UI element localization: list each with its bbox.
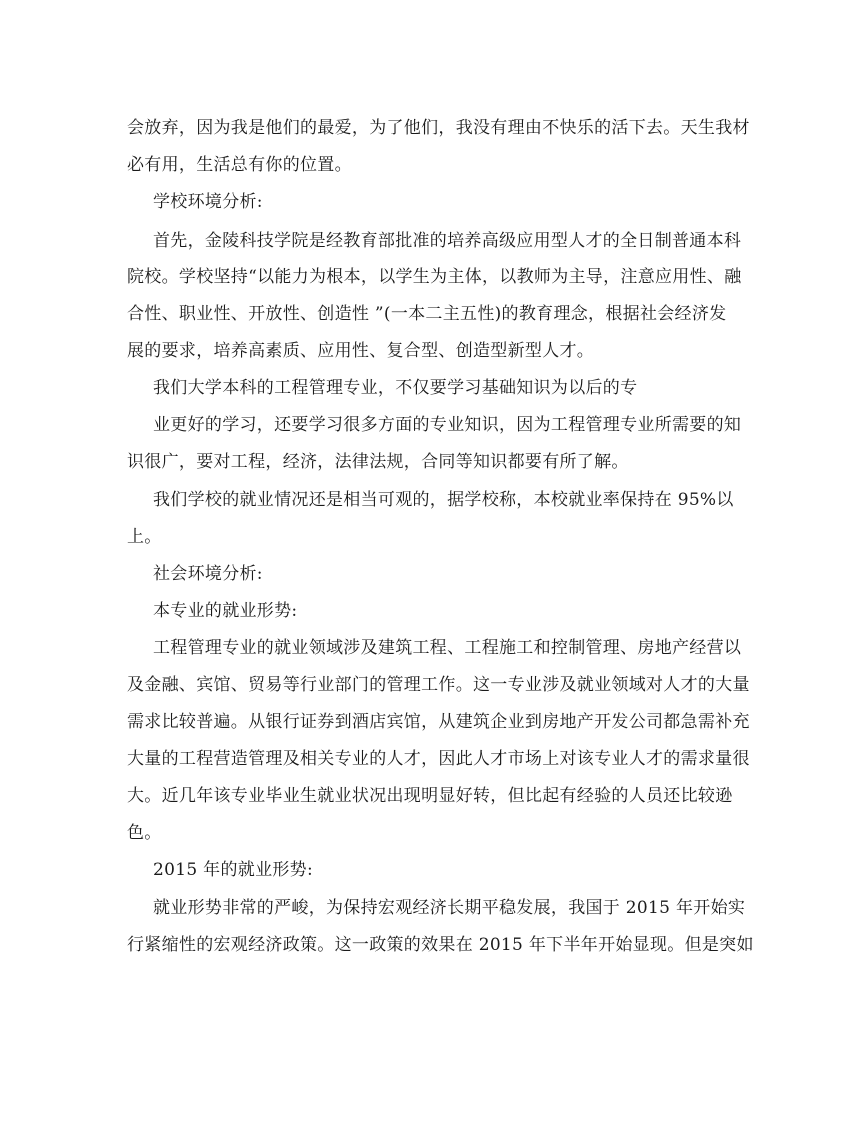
text-line: 工程管理专业的就业领域涉及建筑工程、工程施工和控制管理、房地产经营以 bbox=[153, 638, 742, 658]
text-line: 展的要求，培养高素质、应用性、复合型、创造型新型人才。 bbox=[127, 341, 595, 361]
section-heading: 学校环境分析: bbox=[153, 192, 263, 212]
text-line: 首先，金陵科技学院是经教育部批准的培养高级应用型人才的全日制普通本科 bbox=[153, 231, 742, 251]
text-line: 行紧缩性的宏观经济政策。这一政策的效果在 2015 年下半年开始显现。但是突如 bbox=[127, 935, 754, 955]
text-line: 业更好的学习，还要学习很多方面的专业知识，因为工程管理专业所需要的知 bbox=[153, 415, 742, 435]
text-line: 大量的工程营造管理及相关专业的人才，因此人才市场上对该专业人才的需求量很 bbox=[127, 749, 750, 769]
section-heading: 社会环境分析: bbox=[153, 564, 263, 584]
text-line: 大。近几年该专业毕业生就业状况出现明显好转，但比起有经验的人员还比较逊 bbox=[127, 786, 733, 806]
text-line: 必有用，生活总有你的位置。 bbox=[127, 155, 352, 175]
section-heading: 本专业的就业形势: bbox=[153, 601, 298, 621]
text-line: 上。 bbox=[127, 527, 162, 547]
text-line: 会放弃，因为我是他们的最爱，为了他们，我没有理由不快乐的活下去。天生我材 bbox=[127, 118, 750, 138]
text-line: 我们大学本科的工程管理专业，不仅要学习基础知识为以后的专 bbox=[153, 378, 638, 398]
text-line: 需求比较普遍。从银行证券到酒店宾馆，从建筑企业到房地产开发公司都急需补充 bbox=[127, 712, 750, 732]
text-line: 院校。学校坚持“以能力为根本，以学生为主体，以教师为主导，注意应用性、融 bbox=[127, 267, 742, 287]
section-heading: 2015 年的就业形势: bbox=[153, 860, 313, 880]
text-line: 就业形势非常的严峻，为保持宏观经济长期平稳发展，我国于 2015 年开始实 bbox=[153, 898, 746, 918]
text-line: 色。 bbox=[127, 823, 162, 843]
text-line: 我们学校的就业情况还是相当可观的，据学校称，本校就业率保持在 95%以 bbox=[153, 490, 734, 510]
text-line: 合性、职业性、开放性、创造性 ”(一本二主五性)的教育理念，根据社会经济发 bbox=[127, 304, 727, 324]
text-line: 识很广，要对工程，经济，法律法规，合同等知识都要有所了解。 bbox=[127, 452, 629, 472]
text-line: 及金融、宾馆、贸易等行业部门的管理工作。这一专业涉及就业领域对人才的大量 bbox=[127, 675, 750, 695]
